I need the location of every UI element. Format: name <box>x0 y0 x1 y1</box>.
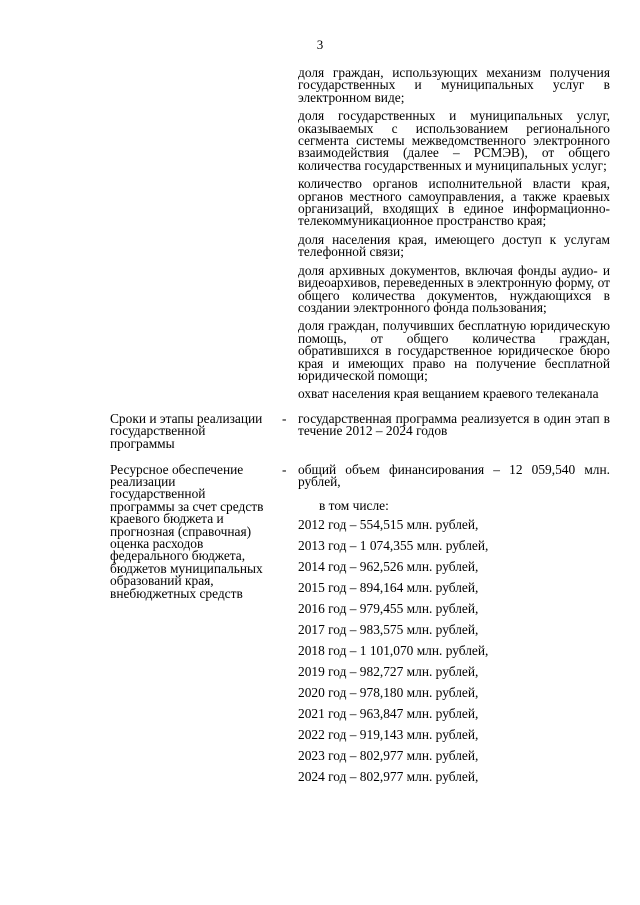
financing-year: 2024 год – 802,977 млн. рублей, <box>298 768 479 784</box>
indicators-row <box>0 67 640 401</box>
indicator-item: доля граждан, получивших бесплатную юридическую помощь, от общего количества граждан, обратившихся в государственное юридическое бюро края и имеющих право на получение бесплатной юридической помощи; <box>298 318 610 383</box>
indicator-item: доля государственных и муниципальных услуг, оказываемых с использованием регионального сегмента системы межведомственного электронного взаимодействия (далее – РСМЭВ), от общего количества государственных и муниципальных услуг; <box>298 108 610 173</box>
financing-year: 2021 год – 963,847 млн. рублей, <box>298 705 479 721</box>
passport-table <box>0 67 640 792</box>
terms-value <box>298 410 610 439</box>
terms-row <box>0 410 640 451</box>
indicator-item: доля населения края, имеющего доступ к услугам телефонной связи; <box>298 231 610 260</box>
financing-year: 2017 год – 983,575 млн. рублей, <box>298 621 479 637</box>
indicator-item: количество органов исполнительной власти края, органов местного самоуправления, а также краевых организаций, входящих в единое информационно-телекоммуникационное пространство края; <box>298 176 610 229</box>
financing-year: 2015 год – 894,164 млн. рублей, <box>298 579 479 595</box>
resources-label: Ресурсное обеспечение реализации государственной программы за счет средств краевого бюджета и прогнозная (справочная) оценка расходов федерального бюджета, бюджетов муниципальных образований края, внебюджетных средств <box>110 461 264 601</box>
financing-total: общий объем финансирования – 12 059,540 млн. рублей, <box>298 461 610 489</box>
financing-year: 2020 год – 978,180 млн. рублей, <box>298 684 479 700</box>
terms-text: государственная программа реализуется в один этап в течение 2012 – 2024 годов <box>298 410 610 439</box>
financing-year: 2018 год – 1 101,070 млн. рублей, <box>298 642 489 658</box>
page-number: 3 <box>316 37 324 52</box>
terms-dash: - <box>282 410 287 426</box>
indicator-item: доля граждан, использующих механизм получения государственных и муниципальных услуг в электронном виде; <box>298 65 610 105</box>
indicator-item: охват населения края вещанием краевого телеканала <box>298 386 599 402</box>
resources-row <box>0 461 640 792</box>
including-label: в том числе: <box>319 498 389 514</box>
financing-year: 2019 год – 982,727 млн. рублей, <box>298 663 479 679</box>
financing-year: 2013 год – 1 074,355 млн. рублей, <box>298 537 489 553</box>
financing-year: 2022 год – 919,143 млн. рублей, <box>298 726 479 742</box>
resources-value <box>298 461 610 792</box>
financing-year: 2014 год – 962,526 млн. рублей, <box>298 558 479 574</box>
resources-dash: - <box>282 461 287 477</box>
indicators-list <box>298 67 610 401</box>
financing-year: 2012 год – 554,515 млн. рублей, <box>298 516 479 532</box>
terms-label: Сроки и этапы реализации государственной программы <box>110 410 263 451</box>
financing-year: 2016 год – 979,455 млн. рублей, <box>298 600 479 616</box>
indicator-item: доля архивных документов, включая фонды аудио- и видеоархивов, переведенных в электронную форму, от общего количества документов, нуждающихся в создании электронного фонда пользования; <box>298 262 610 315</box>
financing-year: 2023 год – 802,977 млн. рублей, <box>298 747 479 763</box>
